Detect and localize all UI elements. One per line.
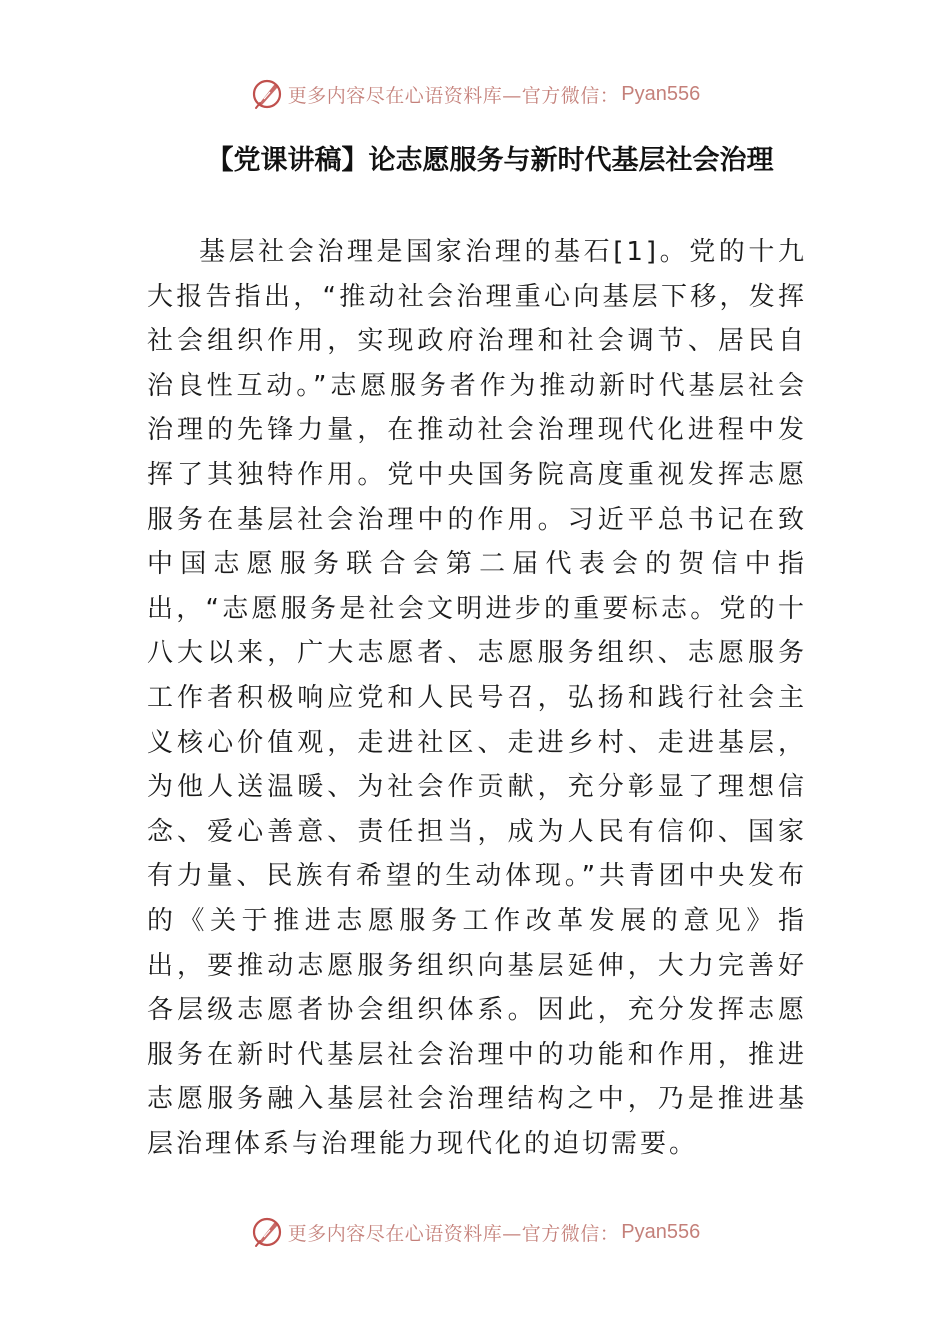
quill-pen-logo-icon [250,1215,284,1249]
footer-wechat-id: Pyan556 [621,1220,701,1243]
document-title: 【党课讲稿】论志愿服务与新时代基层社会治理 [206,145,774,176]
header-wechat-id: Pyan556 [621,82,701,105]
header-banner [0,74,950,114]
footer-banner [0,1212,950,1252]
footer-banner-text: 更多内容尽在心语资料库—官方微信： [287,1222,620,1245]
body-paragraph: 基层社会治理是国家治理的基石[1]。党的十九大报告指出，“推动社会治理重心向基层下移，发挥社会组织作用，实现政府治理和社会调节、居民自治良性互动。”志愿服务者作为推动新时代基层社会治理的先锋力量，在推动社会治理现代化进程中发挥了其独特作用。党中央国务院高度重视发挥志愿服务在基层社会治理中的作用。习近平总书记在致中国志愿服务联合会第二届代表会的贺信中指出，“志愿服务是社会文明进步的重要标志。党的十八大以来，广大志愿者、志愿服务组织、志愿服务工作者积极响应党和人民号召，弘扬和践行社会主义核心价值观，走进社区、走进乡村、走进基层，为他人送温暖、为社会作贡献，充分彰显了理想信念、爱心善意、责任担当，成为人民有信仰、国家有力量、民族有希望的生动体现。”共青团中央发布的《关于推进志愿服务工作改革发展的意见》指出，要推动志愿服务组织向基层延伸，大力完善好各层级志愿者协会组织体系。因此，充分发挥志愿服务在新时代基层社会治理中的功能和作用，推进志愿服务融入基层社会治理结构之中，乃是推进基层治理体系与治理能力现代化的迫切需要。 [147,237,807,1159]
quill-pen-logo-icon [250,77,284,111]
header-banner-text: 更多内容尽在心语资料库—官方微信： [287,84,620,107]
